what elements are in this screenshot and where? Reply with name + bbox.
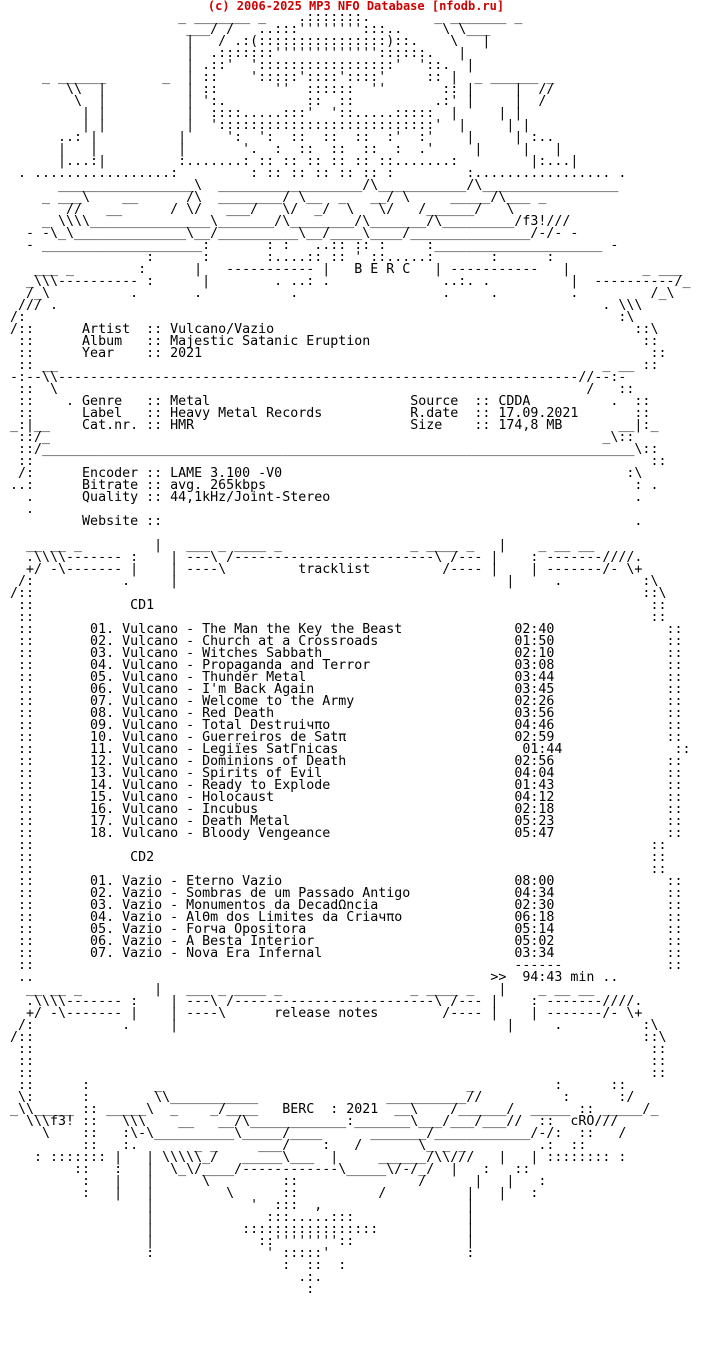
nfo-line: /: :\ [2, 310, 635, 325]
nfo-line: +/ -\------- | | ----\ tracklist /---- | | -------/- \+ [2, 562, 643, 577]
nfo-line: /: . | | . :\ [2, 574, 659, 589]
nfo-line: ___/ / ..:::'''''''':::.. \ \___ [2, 22, 491, 37]
nfo-line: /:: ::\ [2, 586, 667, 601]
nfo-line: :: :: [2, 1054, 667, 1069]
nfo-line: _\\\---------- : | . ..: . ..:. . | ----------/_ [2, 274, 691, 289]
nfo-line: :: : | \_\/____/------------\_____\/-/_/ | : :: [2, 1162, 531, 1177]
nfo-line: . Quality :: 44,1kHz/Joint-Stereo . [2, 490, 643, 505]
nfo-line: :: 02. Vulcano - Church at a Crossroads 01:50 :: [2, 634, 683, 649]
nfo-line: :: :: [2, 838, 667, 853]
nfo-line: : | | \ :: / | | : [2, 1186, 539, 1201]
nfo-line: :: 07. Vazio - Nova Era Infernal 03:34 :: [2, 946, 683, 961]
nfo-line: : ' :::::' : [2, 1246, 475, 1261]
nfo-line: :: 05. Vazio - Forчa Opositora 05:14 :: [2, 922, 683, 937]
nfo-line: \\\f3! :: \\\ __ __/\____________:_______\___/___/___// :: cRO/// [2, 1114, 619, 1129]
nfo-line: _________________\ __________________/\___________/\_________________ [2, 178, 619, 193]
nfo-line: -:--\\-----------------------------------------------------------------//--:- [2, 370, 627, 385]
nfo-line: ::/_ _\:: [2, 430, 635, 445]
nfo-line: | | | ::::.....:::' '::.....::::: | | | [2, 106, 523, 121]
nfo-line: :: 11. Vulcano - Legiїes SatΓnicas 01:44 :: [2, 742, 691, 757]
nfo-line: .:. [2, 1270, 323, 1285]
nfo-line: - ____________________: : : ..:: :: : :_____________________ - [2, 238, 619, 253]
nfodb-header: (c) 2006-2025 MP3 NFO Database [nfodb.ru] [207, 0, 505, 13]
nfo-line: _ ______ _ | :: ':::::'::::'::::' :: | _ ______ _ [2, 70, 555, 85]
nfo-line: // __ / \/ ___/ \/ _/ \ \/ /______/ \ [2, 202, 515, 217]
nfo-line: /: . | | . :\ [2, 1018, 659, 1033]
nfo-line: . .................: : :: :: :: :: :: : :................. . [2, 166, 627, 181]
nfo-line: | .:::::::'''''''''''''::::::. | [2, 46, 467, 61]
nfo-line: _ \\\\_______________\_______/\________/\_______/\_________/f3!/// [2, 214, 571, 229]
nfo-line: | | | '. : :: :: :: : .' | | | [2, 142, 563, 157]
nfo-line: :: CD2 :: [2, 850, 667, 865]
nfo-line: .\\\\------- : | ---\ /-------------------------\ /--- | : -------////. [2, 994, 643, 1009]
nfo-line: :: 06. Vulcano - I'm Back Again 03:45 :: [2, 682, 683, 697]
nfo-line: ___ _ : | ----------- | B E R C | ----------- | _ ___ [2, 262, 683, 277]
nfo-line: ..: Bitrate :: avg. 265kbps : . [2, 478, 659, 493]
nfo-line: ..: | | ': ': :: :: :: :' :' | | :.. [2, 130, 555, 145]
nfo-line: \\ | | :: '' :::::: '' :: | | // [2, 82, 555, 97]
nfo-line: \ :: :\-\__________\_____/____ _______/____________/-/: :: / [2, 1126, 627, 1141]
nfo-line: :: :: [2, 862, 667, 877]
nfo-line: :: \ / :: [2, 382, 635, 397]
nfo-line: :: Year :: 2021 :: [2, 346, 667, 361]
nfo-line: :: 09. Vulcano - Total Destruiчπo 04:46 :: [2, 718, 683, 733]
nfo-line: :: : _ _ : :: [2, 1078, 627, 1093]
nfo-line: \: : \\___________ __________// : :/ [2, 1090, 635, 1105]
nfo-line: :: 10. Vulcano - Guerreiros de Satπ 02:59 :: [2, 730, 683, 745]
nfo-line: | | | ':::::::::::::::::::::::::::' | | | [2, 118, 531, 133]
nfo-line: _:|__ Cat.nr. :: HMR Size :: 174,8 MB __|:_ [2, 418, 659, 433]
nfo-line: - -\_\______________\__/__________\__/____\____/_______________/-/- - [2, 226, 579, 241]
nfo-line: __ __ _ | ___ _ ____ _ _ ____ _ | _ __ __ [2, 538, 595, 553]
nfo-line: \ | | ':. :: :: .:' | | / [2, 94, 547, 109]
nfo-line: | .::' ':::::::::::::::::' '::. | [2, 58, 475, 73]
nfo-line: +/ -\------- | | ----\ release notes /---- | | -------/- \+ [2, 1006, 643, 1021]
nfo-line: : | | \ :: / | | : [2, 1174, 547, 1189]
nfo-line: :: 12. Vulcano - Dominions of Death 02:56 :: [2, 754, 683, 769]
nfo-line: :: 14. Vulcano - Ready to Explode 01:43 :: [2, 778, 683, 793]
nfo-line: :: 16. Vulcano - Incubus 02:18 :: [2, 802, 683, 817]
nfo-line: :: . Genre :: Metal Source :: CDDA . :: [2, 394, 651, 409]
nfo-line: _ ___\ __ /\ ________/ \__ _ __/ \ _____/\___ _ [2, 190, 547, 205]
nfo-line: :: :. _ _ ___/ : / \_ _ _ .: :: [2, 1138, 587, 1153]
nfo-line: :: 01. Vulcano - The Man the Key the Beast 02:40 :: [2, 622, 683, 637]
nfo-line: :: __ _ __ :: [2, 358, 659, 373]
nfo-line: :: 06. Vazio - A Besta Interior 05:02 :: [2, 934, 683, 949]
nfo-line: | ::::::::::::::::: | [2, 1222, 475, 1237]
nfo-line: :: :: [2, 454, 667, 469]
nfo-line: _\\_____ :: _____\ _ _/____ BERC : 2021 __\ /______/ _____ :: _____/_ [2, 1102, 659, 1117]
nfo-line: |...:| :.......: :: :: :: :: :: ::.......: |:...| [2, 154, 579, 169]
nfo-line: /// . . \\\ [2, 298, 643, 313]
nfo-line: _ _______ _ .:::::::. _ _______ _ [2, 10, 523, 25]
nfo-text-block [2, 12, 690, 1296]
nfo-line: :: 07. Vulcano - Welcome to the Army 02:26 :: [2, 694, 683, 709]
nfo-line: :: Label :: Heavy Metal Records R.date :: 17.09.2021 :: [2, 406, 651, 421]
nfo-line: /:: Artist :: Vulcano/Vazio ::\ [2, 322, 659, 337]
nfo-line: :: 04. Vazio - AlΘm dos Limites da Criaчπo 06:18 :: [2, 910, 683, 925]
nfo-line: :: 05. Vulcano - Thunder Metal 03:44 :: [2, 670, 683, 685]
nfo-line: | / .:(::::::::::::::::)::. \ | [2, 34, 491, 49]
nfo-line: /: Encoder :: LAME 3.100 -V0 :\ [2, 466, 643, 481]
nfo-line: :: 13. Vulcano - Spirits of Evil 04:04 :: [2, 766, 683, 781]
nfo-line: :: 03. Vazio - Monumentos da DecadΩncia 02:30 :: [2, 898, 683, 913]
nfo-line: | :::.....::: | [2, 1210, 475, 1225]
nfo-line: /:: ::\ [2, 1030, 667, 1045]
nfo-line: : :: : [2, 1258, 347, 1273]
nfo-line: :: 17. Vulcano - Death Metal 05:23 :: [2, 814, 683, 829]
nfo-line: :: 04. Vulcano - Propaganda and Terror 03:08 :: [2, 658, 683, 673]
nfo-line: /_\ . . . . . . /_\ [2, 286, 675, 301]
nfo-line: : : :....:: :: ' ::.....: : : [2, 250, 555, 265]
nfo-line: | ::'''''''':: | [2, 1234, 475, 1249]
nfo-line: :: 01. Vazio - Eterno Vazio 08:00 :: [2, 874, 683, 889]
nfo-line: :: Album :: Majestic Satanic Eruption :: [2, 334, 659, 349]
nfo-line: :: 18. Vulcano - Bloody Vengeance 05:47 :: [2, 826, 683, 841]
nfo-line: .\\\\------- : | ---\ /-------------------------\ /--- | : -------////. [2, 550, 643, 565]
nfo-line: : ::::::: | | \\\\\_/ _____\___ | ______/\\/// | | :::::::: : [2, 1150, 627, 1165]
nfo-line: :: 15. Vulcano - Holocaust 04:12 :: [2, 790, 683, 805]
nfo-line: :: 03. Vulcano - Witches Sabbath 02:10 :: [2, 646, 683, 661]
nfo-line: :: ------ :: [2, 958, 683, 973]
nfo-line: Website :: . [2, 514, 643, 529]
nfo-line: __ __ _ | ___ _ ____ _ _ ____ _ | _ __ __ [2, 982, 595, 997]
nfo-line: .. >> 94:43 min .. [2, 970, 619, 985]
nfo-line: :: 02. Vazio - Sombras de um Passado Antigo 04:34 :: [2, 886, 683, 901]
nfo-line: ::/__________________________________________________________________________\:: [2, 442, 659, 457]
nfo-line: . [2, 502, 35, 517]
nfo-line: | ' ::: , | [2, 1198, 475, 1213]
nfo-line: :: 08. Vulcano - Red Death 03:56 :: [2, 706, 683, 721]
nfo-line: :: CD1 :: [2, 598, 667, 613]
nfo-line: :: :: [2, 610, 667, 625]
nfo-line: :: :: [2, 1066, 667, 1081]
nfo-line: :: :: [2, 1042, 667, 1057]
nfo-line: : [2, 1282, 315, 1297]
